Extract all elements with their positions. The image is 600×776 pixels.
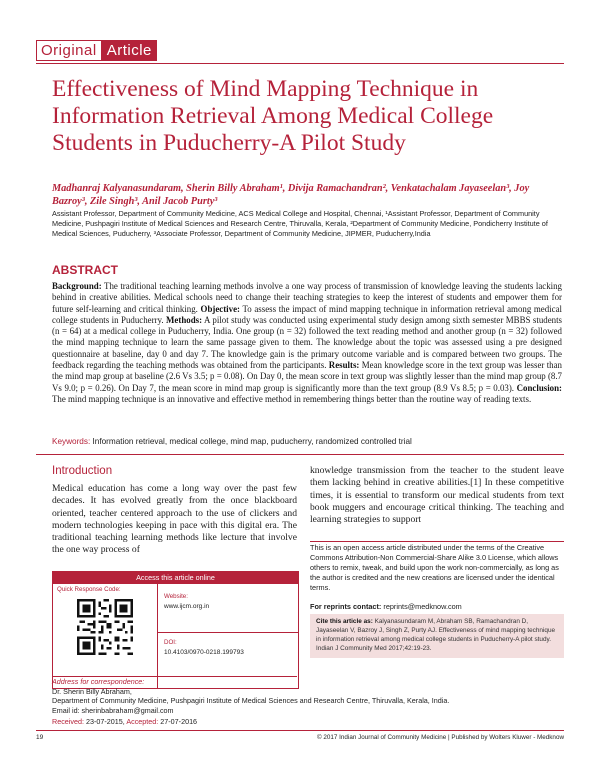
keywords — [52, 437, 562, 446]
address-email[interactable]: Email id: sherinbabraham@gmail.com — [52, 705, 174, 715]
abstract-heading: ABSTRACT — [52, 263, 118, 277]
abstract-objective-label: Objective: — [200, 303, 240, 314]
header-rule — [36, 63, 564, 64]
reprints-label: For reprints contact: — [310, 602, 382, 611]
introduction-heading: Introduction — [52, 465, 113, 477]
address-name: Dr. Sherin Billy Abraham, — [52, 686, 132, 696]
qr-label: Quick Response Code: — [57, 586, 121, 593]
access-article-box — [52, 571, 299, 689]
abstract-conclusion: The mind mapping technique is an innovative and effective method in remembering things better than the routine way of reading texts. — [52, 393, 532, 404]
badge-word-article: Article — [102, 40, 157, 61]
citation — [316, 617, 560, 653]
keywords-label: Keywords: — [52, 437, 91, 446]
received-date: 23-07-2015, — [83, 717, 127, 726]
open-access-rule — [310, 541, 564, 542]
page-number: 19 — [36, 734, 44, 741]
website-link[interactable]: www.ijcm.org.in — [164, 603, 210, 610]
access-heading: Access this article online — [53, 572, 298, 584]
accepted-date: 27-07-2016 — [158, 717, 198, 726]
qr-panel — [53, 584, 158, 688]
access-divider — [158, 632, 298, 633]
footer-rule — [36, 730, 564, 731]
address-department: Department of Community Medicine, Pushpagiri Institute of Medical Sciences and Research Centre, Thiruvalla, Kerala, India. — [52, 696, 450, 706]
abstract-background: The traditional teaching learning methods involve a one way process of transmission of knowledge leaving the students lacking behind in creative abilities. Medical schools need to change their teaching strategies to keep the interest of students and empower them for future self-learning and critical thinking. — [52, 281, 562, 314]
badge-word-original: Original — [36, 40, 102, 61]
accepted-label: Accepted: — [126, 717, 159, 726]
footer-copyright: © 2017 Indian Journal of Community Medicine | Published by Wolters Kluwer - Medknow — [317, 734, 564, 741]
abstract-body — [52, 281, 562, 405]
reprints-contact — [310, 602, 564, 611]
article-type-badge — [36, 40, 157, 61]
abstract-conclusion-label: Conclusion: — [516, 382, 562, 393]
qr-code-icon[interactable] — [77, 599, 133, 655]
introduction-column-1: Medical education has come a long way over the past few decades. It has evolved greatly from the once blackboard oriented, teacher centered approach to the use of clickers and modern technologies keeping in pace with this digital era. The traditional teaching learning methods like lecture that involve the one way process of — [52, 483, 297, 556]
correspondence-address — [52, 677, 564, 715]
received-label: Received: — [52, 717, 84, 726]
website-label: Website: — [164, 593, 188, 600]
reprints-email[interactable]: reprints@medknow.com — [381, 602, 462, 611]
abstract-methods: A pilot study was conducted using experimental study design among sixth semester MBBS students (n = 64) at a medical college in Puducherry, India. One group (n = 32) followed the text reading method and another group (n = 32) followed the mind mapping technique to learn the same passage given to them. The knowledge about the topic was assessed using a pre designed questionnaire at baseline, day 0 and day 7. The knowledge gain is the primary outcome variable and is compared between two groups. The feedback regarding the teaching methods was obtained from the participants. — [52, 314, 562, 371]
abstract-results-label: Results: — [328, 360, 360, 371]
doi-link[interactable]: 10.4103/0970-0218.199793 — [164, 649, 244, 656]
citation-label: Cite this article as: — [316, 618, 373, 625]
paper-title: Effectiveness of Mind Mapping Technique in Information Retrieval Among Medical College Students in Puducherry-A Pilot Study — [52, 76, 494, 156]
abstract-background-label: Background: — [52, 281, 102, 291]
doi-label: DOI: — [164, 639, 177, 646]
received-accepted-dates — [52, 717, 197, 726]
keywords-text: Information retrieval, medical college, mind map, puducherry, randomized controlled trial — [90, 437, 412, 446]
introduction-column-2: knowledge transmission from the teacher to the student leave them lacking behind in creative abilities.[1] In these competitive times, it is essential to transform our medical students from text book muggers and encourage critical thinking. The teaching and learning strategies to support — [310, 465, 564, 526]
author-list: Madhanraj Kalyanasundaram, Sherin Billy Abraham¹, Divija Ramachandran², Venkatachalam Jayaseelan³, Joy Bazroy³, Zile Singh³, Anil Jacob Purty³ — [52, 183, 530, 207]
abstract-rule — [36, 454, 564, 455]
abstract-methods-label: Methods: — [166, 314, 203, 325]
abstract-objective: To assess the impact of mind mapping technique in information retrieval among medical college students in Puducherry. — [52, 303, 562, 325]
abstract-results: Mean knowledge score in the text group was lesser than the mind map group at baseline (2.6 Vs 3.5; p = 0.08). On Day 0, the mean score in text group was slightly lesser than the mind map group (8.7 Vs 9.0; p = 0.26). On Day 7, the mean score in mind map group is significantly more than the text group (8.9 Vs 8.5; p = 0.03). — [52, 360, 562, 393]
address-label: Address for correspondence: — [52, 677, 145, 686]
access-info-panel — [158, 584, 298, 688]
affiliations: Assistant Professor, Department of Community Medicine, ACS Medical College and Hospital, Chennai, ¹Assistant Professor, Department of Community Medicine, Pushpagiri Institute of Medical Sciences and Research Centre, Thiruvalla, Kerala, ²Department of Community Medicine, Pondicherry Institute of Medical Sciences, Puducherry, ³Associate Professor, Department of Community Medicine, JIPMER, Puducherry,India — [52, 209, 548, 238]
open-access-notice: This is an open access article distributed under the terms of the Creative Commons Attribution-Non Commercial-Share Alike 3.0 License, which allows others to remix, tweak, and build upon the work non-commercially, as long as the author is credited and the new creations are licensed under the identical terms. — [310, 543, 559, 592]
citation-text: Kalyanasundaram M, Abraham SB, Ramachandran D, Jayaseelan V, Bazroy J, Singh Z, Purty AJ. Effectiveness of mind mapping technique in information retrieval among medical college students in Puducherry-A pilot study. Indian J Community Med 2017;42:19-23. — [316, 618, 556, 652]
